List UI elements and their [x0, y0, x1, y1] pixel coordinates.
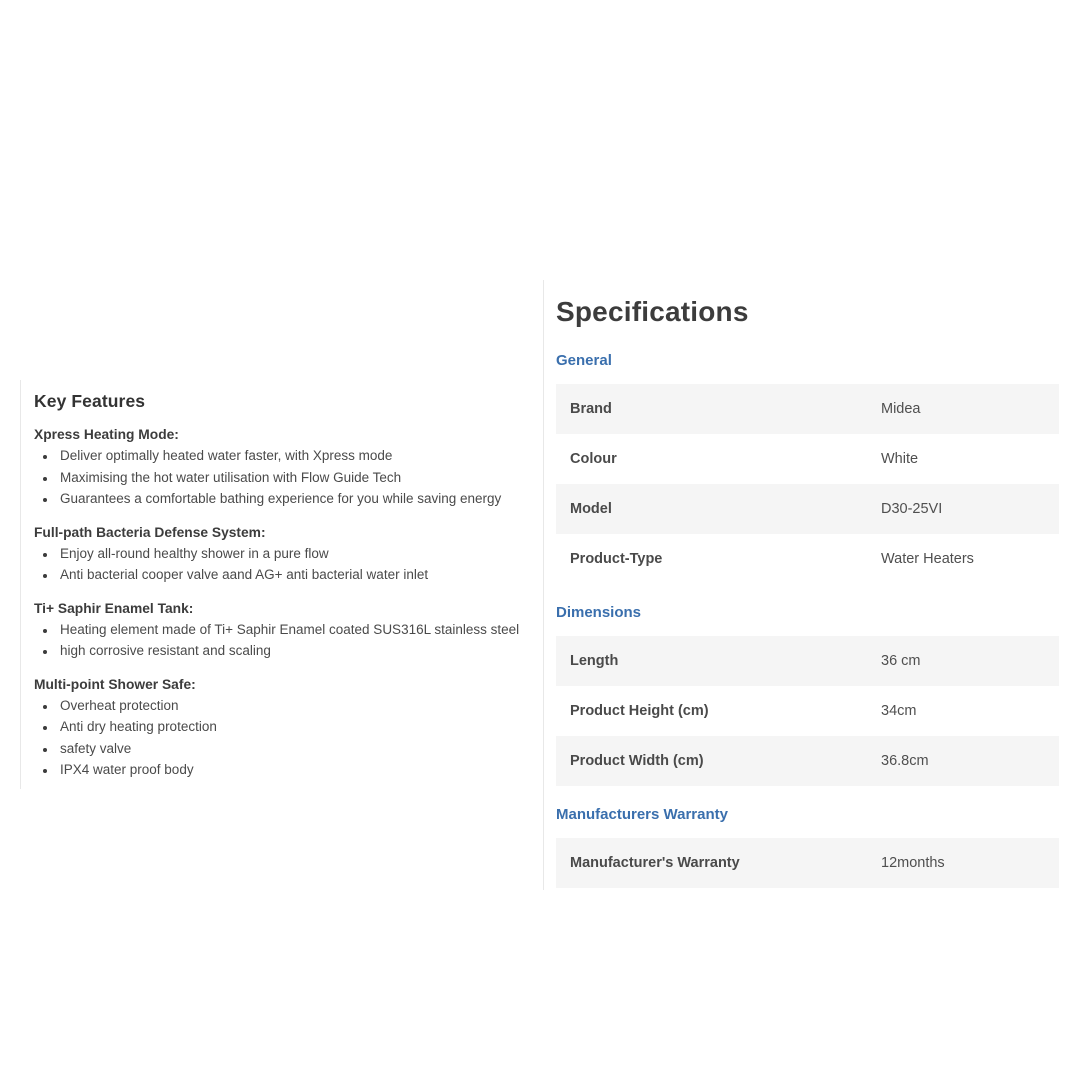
feature-bullet: • Anti bacterial cooper valve aand AG+ anti bacterial water inlet [57, 564, 545, 586]
spec-row [556, 686, 1059, 736]
feature-section-heading: Ti+ Saphir Enamel Tank: [34, 600, 194, 616]
specifications-panel [543, 280, 1080, 890]
spec-group-heading: Dimensions [556, 604, 642, 621]
feature-bullet: • Heating element made of Ti+ Saphir Enamel coated SUS316L stainless steel [57, 619, 545, 641]
spec-value: Midea [881, 401, 921, 417]
spec-value: D30-25VI [881, 501, 943, 517]
feature-bullet: • Enjoy all-round healthy shower in a pure flow [57, 543, 545, 565]
feature-bullet-list [34, 619, 545, 662]
spec-label: Model [570, 501, 612, 517]
specifications-groups [556, 352, 1059, 888]
spec-value: 36.8cm [881, 753, 929, 769]
feature-section [34, 522, 545, 586]
spec-label: Product Width (cm) [570, 753, 704, 769]
feature-bullet: • Guarantees a comfortable bathing experience for you while saving energy [57, 488, 545, 510]
spec-row [556, 484, 1059, 534]
feature-bullet-list [34, 543, 545, 586]
spec-group [556, 806, 1059, 888]
spec-value: 12months [881, 855, 945, 871]
spec-group-heading: General [556, 352, 612, 369]
spec-row [556, 434, 1059, 484]
feature-bullet-list [34, 695, 545, 781]
spec-label: Manufacturer's Warranty [570, 855, 740, 871]
feature-bullet-list [34, 445, 545, 510]
feature-bullet: • Overheat protection [57, 695, 545, 717]
spec-group-heading: Manufacturers Warranty [556, 806, 728, 823]
spec-row [556, 384, 1059, 434]
spec-label: Product Height (cm) [570, 703, 709, 719]
spec-row [556, 736, 1059, 786]
spec-row [556, 636, 1059, 686]
feature-section [34, 424, 545, 510]
spec-row [556, 838, 1059, 888]
feature-bullet: • high corrosive resistant and scaling [57, 640, 545, 662]
spec-group [556, 352, 1059, 584]
key-features-panel [20, 380, 545, 789]
spec-label: Brand [570, 401, 612, 417]
key-features-sections [34, 424, 545, 781]
spec-label: Colour [570, 451, 617, 467]
key-features-title: Key Features [34, 391, 146, 411]
spec-table [556, 838, 1059, 888]
spec-label: Product-Type [570, 551, 663, 567]
feature-section-heading: Full-path Bacteria Defense System: [34, 524, 266, 540]
spec-value: 34cm [881, 703, 917, 719]
feature-section-heading: Xpress Heating Mode: [34, 427, 179, 442]
spec-table [556, 636, 1059, 786]
feature-bullet: • Anti dry heating protection [57, 716, 545, 738]
spec-value: 36 cm [881, 653, 921, 669]
feature-section-heading: Multi-point Shower Safe: [34, 676, 196, 692]
feature-bullet: • Deliver optimally heated water faster, with Xpress mode [57, 445, 545, 467]
feature-section [34, 598, 545, 662]
feature-bullet: • IPX4 water proof body [57, 759, 545, 781]
spec-value: Water Heaters [881, 551, 974, 567]
spec-value: White [881, 451, 919, 467]
spec-row [556, 534, 1059, 584]
spec-label: Length [570, 653, 619, 669]
feature-bullet: • safety valve [57, 738, 545, 760]
specifications-title: Specifications [556, 296, 749, 327]
spec-group [556, 604, 1059, 786]
feature-section [34, 674, 545, 781]
feature-bullet: • Maximising the hot water utilisation with Flow Guide Tech [57, 467, 545, 489]
spec-table [556, 384, 1059, 584]
